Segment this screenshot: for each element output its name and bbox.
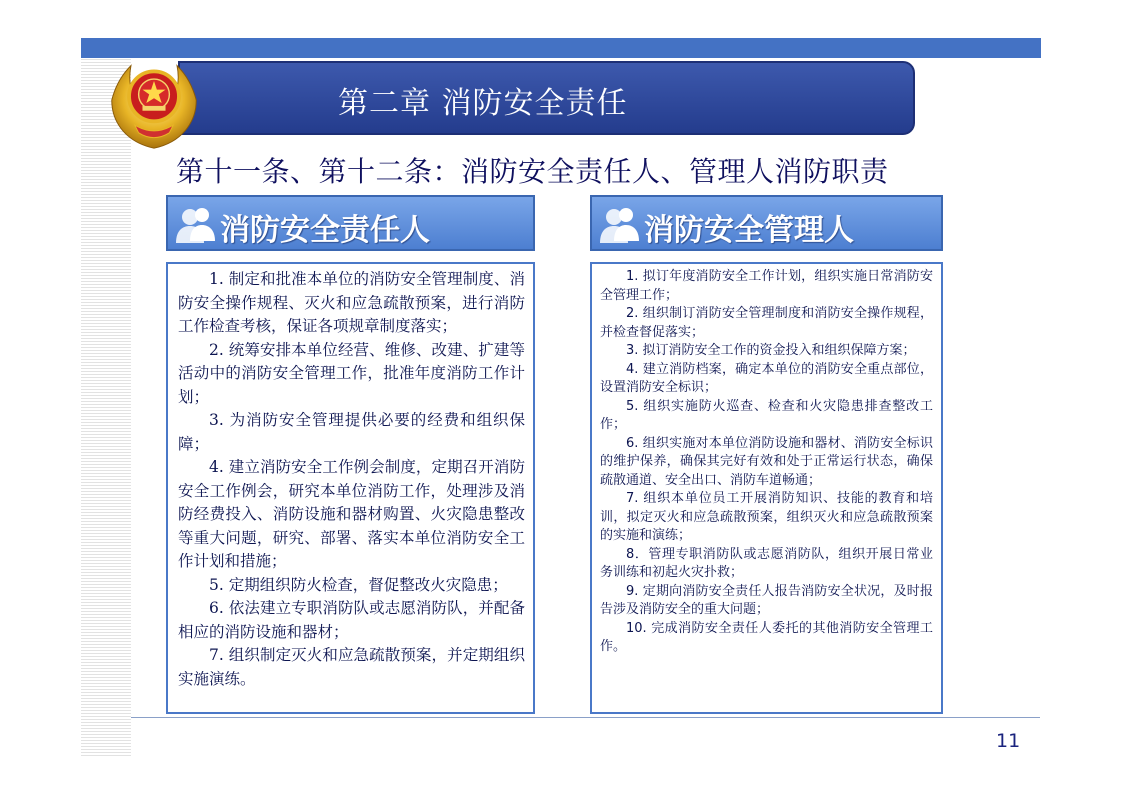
duty-item: 6. 依法建立专职消防队或志愿消防队，并配备相应的消防设施和器材；	[178, 599, 525, 641]
footer-divider	[131, 717, 1040, 718]
duty-item: 1. 拟订年度消防安全工作计划，组织实施日常消防安全管理工作；	[600, 269, 933, 303]
page-number: 11	[996, 730, 1021, 752]
duty-item: 4. 建立消防安全工作例会制度，定期召开消防安全工作例会，研究本单位消防工作，处理涉及消防经费投入、消防设施和器材购置、火灾隐患整改等重大问题，研究、部署、落实本单位消防安全工作计划和措施；	[178, 458, 525, 570]
duty-item: 9. 定期向消防安全责任人报告消防安全状况，及时报告涉及消防安全的重大问题；	[600, 583, 933, 617]
duty-item: 7. 组织制定灭火和应急疏散预案，并定期组织实施演练。	[178, 646, 525, 688]
safety-manager-title: 消防安全管理人	[644, 213, 854, 248]
chapter-title: 第二章 消防安全责任	[338, 86, 628, 121]
duty-item: 3. 拟订消防安全工作的资金投入和组织保障方案；	[626, 343, 916, 358]
duty-item: 10. 完成消防安全责任人委托的其他消防安全管理工作。	[600, 620, 933, 654]
people-icon	[598, 205, 642, 245]
people-icon	[174, 205, 218, 245]
responsible-person-duties	[166, 262, 535, 714]
duty-item: 7. 组织本单位员工开展消防知识、技能的教育和培训，拟定灭火和应急疏散预案，组织灭火和应急疏散预案的实施和演练；	[600, 491, 933, 543]
duty-item: 3. 为消防安全管理提供必要的经费和组织保障；	[178, 411, 525, 453]
section-subheading: 第十一条、第十二条：消防安全责任人、管理人消防职责	[176, 155, 889, 188]
duty-item: 5. 组织实施防火巡查、检查和火灾隐患排查整改工作；	[600, 398, 933, 432]
safety-manager-duties	[590, 262, 943, 714]
duty-item: 2. 统筹安排本单位经营、维修、改建、扩建等活动中的消防安全管理工作，批准年度消防工作计划；	[178, 340, 525, 406]
duty-item: 8．管理专职消防队或志愿消防队，组织开展日常业务训练和初起火灾扑救；	[600, 546, 933, 580]
fire-emblem-icon	[106, 56, 202, 152]
duty-item: 2. 组织制订消防安全管理制度和消防安全操作规程，并检查督促落实；	[600, 306, 933, 340]
safety-manager-header	[590, 195, 943, 251]
duty-item: 5. 定期组织防火检查，督促整改火灾隐患；	[209, 575, 508, 594]
duty-item: 4. 建立消防档案，确定本单位的消防安全重点部位，设置消防安全标识；	[600, 361, 933, 395]
duty-item: 1. 制定和批准本单位的消防安全管理制度、消防安全操作规程、灭火和应急疏散预案，进行消防工作检查考核，保证各项规章制度落实；	[178, 270, 525, 335]
responsible-person-title: 消防安全责任人	[220, 213, 430, 248]
responsible-person-header	[166, 195, 535, 251]
duty-item: 6. 组织实施对本单位消防设施和器材、消防安全标识的维护保养，确保其完好有效和处于正常运行状态，确保疏散通道、安全出口、消防车道畅通；	[600, 435, 933, 488]
top-accent-bar	[81, 38, 1041, 58]
